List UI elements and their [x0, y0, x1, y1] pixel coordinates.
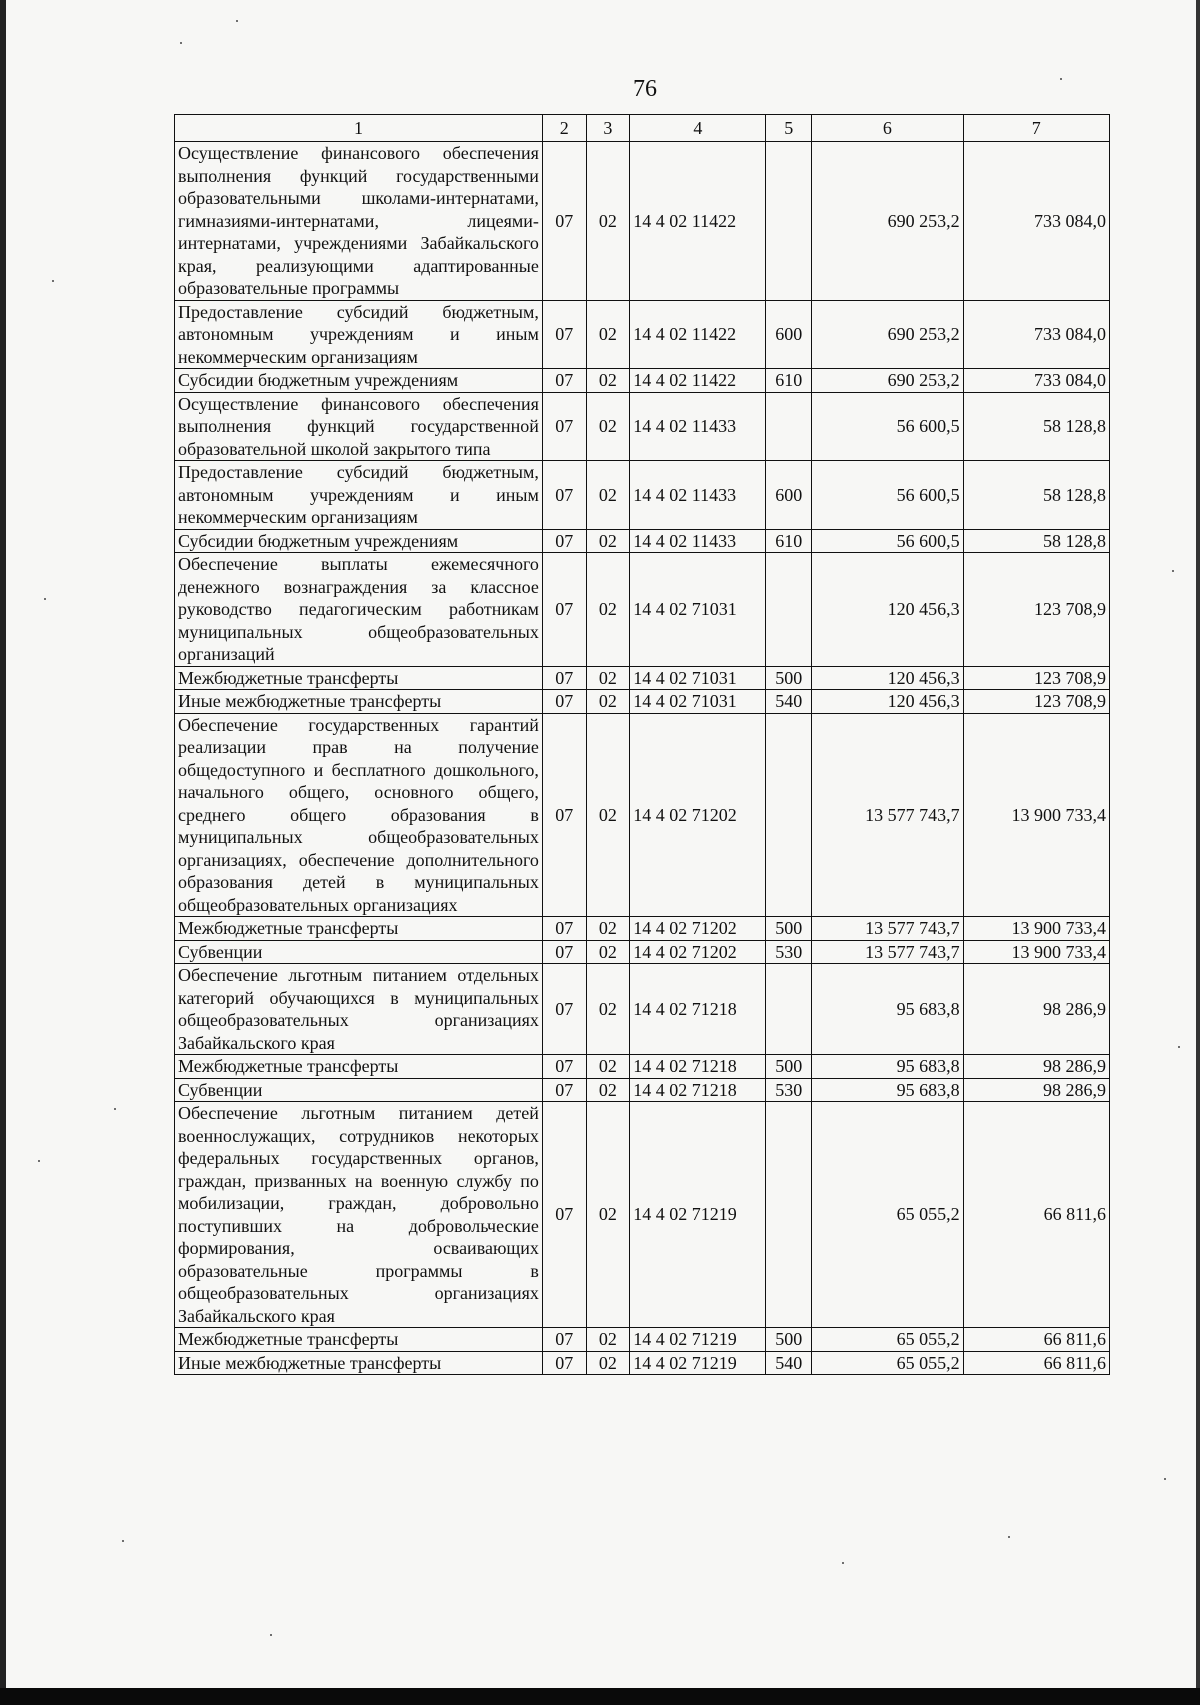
table-row	[175, 940, 1110, 964]
row-name-cell: Осуществление финансового обеспечения выполнения функций государственной образовательной школой закрытого типа	[175, 392, 543, 461]
target-article-cell: 14 4 02 71218	[630, 1055, 766, 1079]
expense-type-cell: 600	[766, 461, 812, 530]
scan-speck	[1164, 1478, 1166, 1480]
section-code-cell: 07	[542, 917, 586, 941]
section-code-cell: 07	[542, 713, 586, 917]
table-row	[175, 300, 1110, 369]
scan-speck	[38, 1160, 40, 1162]
section-code-cell: 07	[542, 529, 586, 553]
table-row	[175, 529, 1110, 553]
target-article-cell: 14 4 02 11433	[630, 392, 766, 461]
row-name-cell: Иные межбюджетные трансферты	[175, 1351, 543, 1375]
scan-speck	[44, 598, 46, 600]
amount-year2-cell: 66 811,6	[963, 1102, 1109, 1328]
scan-bottom-edge	[0, 1688, 1200, 1705]
amount-year1-cell: 65 055,2	[812, 1328, 963, 1352]
target-article-cell: 14 4 02 11422	[630, 142, 766, 301]
table-row	[175, 461, 1110, 530]
expense-type-cell	[766, 392, 812, 461]
scan-speck	[270, 1634, 272, 1636]
amount-year1-cell: 95 683,8	[812, 1078, 963, 1102]
row-name-cell: Обеспечение льготным питанием отдельных категорий обучающихся в муниципальных общеобразовательных организациях Забайкальского края	[175, 964, 543, 1055]
header-cell: 1	[175, 115, 543, 142]
table-row	[175, 917, 1110, 941]
table-row	[175, 1102, 1110, 1328]
amount-year1-cell: 65 055,2	[812, 1351, 963, 1375]
amount-year2-cell: 123 708,9	[963, 666, 1109, 690]
scan-left-edge	[0, 0, 6, 1705]
subsection-code-cell: 02	[586, 1078, 630, 1102]
row-name-cell: Обеспечение выплаты ежемесячного денежного вознаграждения за классное руководство педагогическим работникам муниципальных общеобразовательных организаций	[175, 553, 543, 667]
section-code-cell: 07	[542, 369, 586, 393]
subsection-code-cell: 02	[586, 142, 630, 301]
target-article-cell: 14 4 02 71218	[630, 964, 766, 1055]
amount-year1-cell: 13 577 743,7	[812, 940, 963, 964]
amount-year1-cell: 56 600,5	[812, 461, 963, 530]
amount-year1-cell: 120 456,3	[812, 666, 963, 690]
table-row	[175, 1328, 1110, 1352]
table-row	[175, 1351, 1110, 1375]
page-number: 76	[633, 76, 657, 102]
header-cell: 7	[963, 115, 1109, 142]
amount-year2-cell: 98 286,9	[963, 964, 1109, 1055]
amount-year2-cell: 58 128,8	[963, 529, 1109, 553]
row-name-cell: Межбюджетные трансферты	[175, 1328, 543, 1352]
row-name-cell: Межбюджетные трансферты	[175, 666, 543, 690]
amount-year2-cell: 58 128,8	[963, 392, 1109, 461]
expense-type-cell	[766, 142, 812, 301]
target-article-cell: 14 4 02 71218	[630, 1078, 766, 1102]
expense-type-cell: 540	[766, 690, 812, 714]
header-cell: 5	[766, 115, 812, 142]
section-code-cell: 07	[542, 300, 586, 369]
expense-type-cell: 500	[766, 1328, 812, 1352]
expense-type-cell: 610	[766, 369, 812, 393]
expense-type-cell: 530	[766, 940, 812, 964]
section-code-cell: 07	[542, 1328, 586, 1352]
target-article-cell: 14 4 02 11422	[630, 369, 766, 393]
section-code-cell: 07	[542, 666, 586, 690]
target-article-cell: 14 4 02 71202	[630, 917, 766, 941]
amount-year2-cell: 66 811,6	[963, 1351, 1109, 1375]
scan-speck	[1008, 1536, 1010, 1538]
section-code-cell: 07	[542, 940, 586, 964]
expense-type-cell	[766, 553, 812, 667]
expense-type-cell	[766, 964, 812, 1055]
scan-speck	[52, 280, 54, 282]
expense-type-cell: 600	[766, 300, 812, 369]
expense-type-cell: 610	[766, 529, 812, 553]
header-cell: 2	[542, 115, 586, 142]
target-article-cell: 14 4 02 11433	[630, 529, 766, 553]
subsection-code-cell: 02	[586, 300, 630, 369]
subsection-code-cell: 02	[586, 690, 630, 714]
header-cell: 3	[586, 115, 630, 142]
scan-speck	[1172, 570, 1174, 572]
row-name-cell: Субсидии бюджетным учреждениям	[175, 529, 543, 553]
expense-type-cell: 500	[766, 666, 812, 690]
row-name-cell: Иные межбюджетные трансферты	[175, 690, 543, 714]
expense-type-cell: 500	[766, 917, 812, 941]
row-name-cell: Осуществление финансового обеспечения выполнения функций государственными образовательными школами-интернатами, гимназиями-интернатами, лицеями-интернатами, учреждениями Забайкальского края, реализующими адаптированные образовательные программы	[175, 142, 543, 301]
header-cell: 6	[812, 115, 963, 142]
row-name-cell: Межбюджетные трансферты	[175, 1055, 543, 1079]
table-row	[175, 964, 1110, 1055]
subsection-code-cell: 02	[586, 1328, 630, 1352]
header-cell: 4	[630, 115, 766, 142]
amount-year1-cell: 690 253,2	[812, 142, 963, 301]
scan-speck	[1178, 1046, 1180, 1048]
target-article-cell: 14 4 02 71202	[630, 713, 766, 917]
budget-table	[174, 114, 1110, 1375]
row-name-cell: Обеспечение государственных гарантий реализации прав на получение общедоступного и бесплатного дошкольного, начального общего, основного общего, среднего общего образования в муниципальных общеобразовательных организациях, обеспечение дополнительного образования детей в муниципальных общеобразовательных организациях	[175, 713, 543, 917]
subsection-code-cell: 02	[586, 529, 630, 553]
amount-year1-cell: 690 253,2	[812, 369, 963, 393]
table-row	[175, 369, 1110, 393]
table-row	[175, 713, 1110, 917]
amount-year2-cell: 13 900 733,4	[963, 917, 1109, 941]
amount-year2-cell: 58 128,8	[963, 461, 1109, 530]
table-row	[175, 392, 1110, 461]
table-row	[175, 553, 1110, 667]
subsection-code-cell: 02	[586, 666, 630, 690]
expense-type-cell	[766, 713, 812, 917]
subsection-code-cell: 02	[586, 392, 630, 461]
amount-year1-cell: 56 600,5	[812, 529, 963, 553]
expense-type-cell: 530	[766, 1078, 812, 1102]
amount-year1-cell: 65 055,2	[812, 1102, 963, 1328]
amount-year1-cell: 95 683,8	[812, 964, 963, 1055]
table-row	[175, 666, 1110, 690]
subsection-code-cell: 02	[586, 1055, 630, 1079]
expense-type-cell: 540	[766, 1351, 812, 1375]
scan-speck	[842, 1562, 844, 1564]
row-name-cell: Межбюджетные трансферты	[175, 917, 543, 941]
section-code-cell: 07	[542, 392, 586, 461]
table-row	[175, 690, 1110, 714]
section-code-cell: 07	[542, 142, 586, 301]
table-row	[175, 142, 1110, 301]
amount-year1-cell: 120 456,3	[812, 690, 963, 714]
expense-type-cell: 500	[766, 1055, 812, 1079]
amount-year2-cell: 66 811,6	[963, 1328, 1109, 1352]
section-code-cell: 07	[542, 1102, 586, 1328]
amount-year2-cell: 13 900 733,4	[963, 713, 1109, 917]
row-name-cell: Субвенции	[175, 940, 543, 964]
subsection-code-cell: 02	[586, 553, 630, 667]
scan-speck	[122, 1540, 124, 1542]
scan-speck	[236, 20, 238, 22]
target-article-cell: 14 4 02 71219	[630, 1351, 766, 1375]
section-code-cell: 07	[542, 964, 586, 1055]
target-article-cell: 14 4 02 71031	[630, 666, 766, 690]
subsection-code-cell: 02	[586, 1102, 630, 1328]
target-article-cell: 14 4 02 11433	[630, 461, 766, 530]
row-name-cell: Предоставление субсидий бюджетным, автономным учреждениям и иным некоммерческим организациям	[175, 461, 543, 530]
amount-year1-cell: 13 577 743,7	[812, 917, 963, 941]
subsection-code-cell: 02	[586, 940, 630, 964]
row-name-cell: Субвенции	[175, 1078, 543, 1102]
amount-year2-cell: 123 708,9	[963, 553, 1109, 667]
row-name-cell: Субсидии бюджетным учреждениям	[175, 369, 543, 393]
subsection-code-cell: 02	[586, 964, 630, 1055]
amount-year2-cell: 13 900 733,4	[963, 940, 1109, 964]
amount-year2-cell: 733 084,0	[963, 300, 1109, 369]
table-row	[175, 1055, 1110, 1079]
table-header-row	[175, 115, 1110, 142]
table-row	[175, 1078, 1110, 1102]
amount-year1-cell: 120 456,3	[812, 553, 963, 667]
amount-year2-cell: 98 286,9	[963, 1055, 1109, 1079]
scan-speck	[180, 42, 182, 44]
target-article-cell: 14 4 02 71219	[630, 1328, 766, 1352]
section-code-cell: 07	[542, 461, 586, 530]
target-article-cell: 14 4 02 71031	[630, 690, 766, 714]
target-article-cell: 14 4 02 71219	[630, 1102, 766, 1328]
amount-year1-cell: 690 253,2	[812, 300, 963, 369]
amount-year2-cell: 98 286,9	[963, 1078, 1109, 1102]
subsection-code-cell: 02	[586, 369, 630, 393]
subsection-code-cell: 02	[586, 1351, 630, 1375]
subsection-code-cell: 02	[586, 917, 630, 941]
row-name-cell: Предоставление субсидий бюджетным, автономным учреждениям и иным некоммерческим организациям	[175, 300, 543, 369]
subsection-code-cell: 02	[586, 713, 630, 917]
section-code-cell: 07	[542, 1351, 586, 1375]
subsection-code-cell: 02	[586, 461, 630, 530]
target-article-cell: 14 4 02 71031	[630, 553, 766, 667]
scan-right-edge	[1196, 0, 1200, 1705]
expense-type-cell	[766, 1102, 812, 1328]
amount-year1-cell: 56 600,5	[812, 392, 963, 461]
amount-year2-cell: 123 708,9	[963, 690, 1109, 714]
amount-year2-cell: 733 084,0	[963, 369, 1109, 393]
section-code-cell: 07	[542, 1055, 586, 1079]
section-code-cell: 07	[542, 553, 586, 667]
amount-year1-cell: 95 683,8	[812, 1055, 963, 1079]
target-article-cell: 14 4 02 11422	[630, 300, 766, 369]
amount-year2-cell: 733 084,0	[963, 142, 1109, 301]
row-name-cell: Обеспечение льготным питанием детей военнослужащих, сотрудников некоторых федеральных государственных органов, граждан, призванных на военную службу по мобилизации, граждан, добровольно поступивших на добровольческие формирования, осваивающих образовательные программы в общеобразовательных организациях Забайкальского края	[175, 1102, 543, 1328]
target-article-cell: 14 4 02 71202	[630, 940, 766, 964]
amount-year1-cell: 13 577 743,7	[812, 713, 963, 917]
section-code-cell: 07	[542, 690, 586, 714]
scan-speck	[114, 1108, 116, 1110]
section-code-cell: 07	[542, 1078, 586, 1102]
